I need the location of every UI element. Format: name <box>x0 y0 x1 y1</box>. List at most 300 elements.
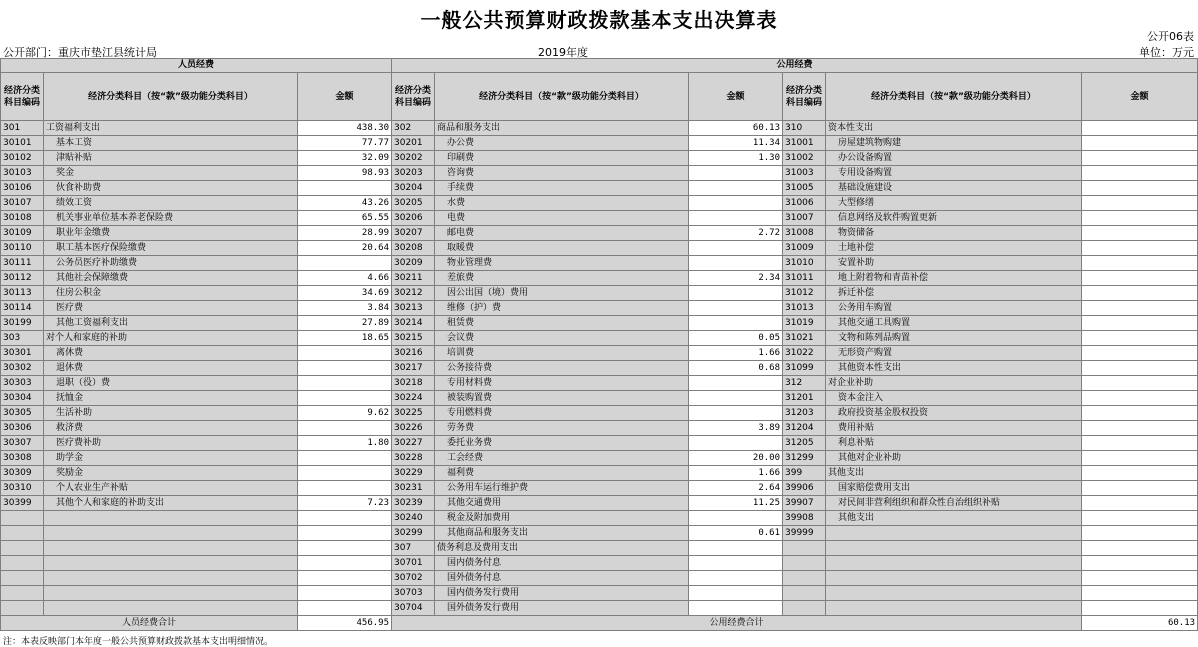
item-code <box>783 601 826 616</box>
public-total-value: 60.13 <box>1082 616 1198 631</box>
table-row <box>1 316 1198 331</box>
table-row <box>1 421 1198 436</box>
item-amount: 0.61 <box>689 526 783 541</box>
personnel-total-label: 人员经费合计 <box>1 616 298 631</box>
item-name: 印刷费 <box>435 151 689 166</box>
header-name: 经济分类科目（按“款”级功能分类科目） <box>826 73 1082 121</box>
item-code: 31003 <box>783 166 826 181</box>
item-code <box>1 511 44 526</box>
item-amount <box>1082 436 1198 451</box>
unit-label: 单位：万元 <box>1139 46 1194 59</box>
item-amount <box>1082 421 1198 436</box>
item-code: 30309 <box>1 466 44 481</box>
item-name <box>826 541 1082 556</box>
item-amount: 77.77 <box>298 136 392 151</box>
item-amount: 9.62 <box>298 406 392 421</box>
item-amount <box>298 526 392 541</box>
department-label: 公开部门：重庆市垫江县统计局 <box>3 46 157 59</box>
item-code: 30702 <box>392 571 435 586</box>
item-amount <box>689 256 783 271</box>
item-code: 30226 <box>392 421 435 436</box>
item-amount <box>298 511 392 526</box>
item-amount <box>689 556 783 571</box>
item-code <box>1 526 44 541</box>
item-amount: 20.64 <box>298 241 392 256</box>
item-name <box>826 601 1082 616</box>
item-name: 咨询费 <box>435 166 689 181</box>
item-code <box>1 571 44 586</box>
item-name: 差旅费 <box>435 271 689 286</box>
item-amount <box>1082 346 1198 361</box>
table-row <box>1 331 1198 346</box>
item-code: 30215 <box>392 331 435 346</box>
item-amount <box>1082 136 1198 151</box>
item-code <box>1 541 44 556</box>
item-name: 拆迁补偿 <box>826 286 1082 301</box>
item-amount <box>1082 286 1198 301</box>
item-amount <box>1082 151 1198 166</box>
item-code: 31201 <box>783 391 826 406</box>
item-code: 31099 <box>783 361 826 376</box>
item-amount: 0.05 <box>689 331 783 346</box>
table-row <box>1 391 1198 406</box>
item-amount <box>298 181 392 196</box>
item-code: 30216 <box>392 346 435 361</box>
personnel-total-value: 456.95 <box>298 616 392 631</box>
item-name: 对个人和家庭的补助 <box>44 331 298 346</box>
item-name: 公务用车购置 <box>826 301 1082 316</box>
item-name: 信息网络及软件购置更新 <box>826 211 1082 226</box>
item-code: 30209 <box>392 256 435 271</box>
item-code: 30239 <box>392 496 435 511</box>
item-name: 劳务费 <box>435 421 689 436</box>
item-code <box>1 586 44 601</box>
item-code <box>783 571 826 586</box>
item-amount: 34.69 <box>298 286 392 301</box>
item-name: 其他交通工具购置 <box>826 316 1082 331</box>
item-amount <box>1082 256 1198 271</box>
item-code: 30214 <box>392 316 435 331</box>
item-amount <box>1082 511 1198 526</box>
item-code: 30202 <box>392 151 435 166</box>
item-name: 国外债务发行费用 <box>435 601 689 616</box>
table-row <box>1 466 1198 481</box>
item-amount <box>1082 466 1198 481</box>
item-amount <box>298 466 392 481</box>
item-name: 文物和陈列品购置 <box>826 331 1082 346</box>
table-row <box>1 376 1198 391</box>
item-name: 基本工资 <box>44 136 298 151</box>
item-code: 30199 <box>1 316 44 331</box>
item-amount: 28.99 <box>298 226 392 241</box>
item-code: 30212 <box>392 286 435 301</box>
item-code: 30208 <box>392 241 435 256</box>
item-amount <box>298 556 392 571</box>
item-name: 其他资本性支出 <box>826 361 1082 376</box>
item-amount <box>1082 331 1198 346</box>
item-name: 租赁费 <box>435 316 689 331</box>
item-amount: 0.68 <box>689 361 783 376</box>
item-amount <box>1082 196 1198 211</box>
item-name: 物业管理费 <box>435 256 689 271</box>
item-amount: 11.25 <box>689 496 783 511</box>
item-amount: 1.80 <box>298 436 392 451</box>
item-code: 30111 <box>1 256 44 271</box>
item-code: 31008 <box>783 226 826 241</box>
item-name <box>826 526 1082 541</box>
item-amount <box>1082 571 1198 586</box>
item-amount: 4.66 <box>298 271 392 286</box>
table-row <box>1 121 1198 136</box>
item-name: 费用补贴 <box>826 421 1082 436</box>
item-amount <box>689 586 783 601</box>
item-code: 30301 <box>1 346 44 361</box>
item-code: 30299 <box>392 526 435 541</box>
item-amount <box>298 391 392 406</box>
item-name: 奖金 <box>44 166 298 181</box>
item-code: 30113 <box>1 286 44 301</box>
table-row <box>1 436 1198 451</box>
item-code: 301 <box>1 121 44 136</box>
table-row <box>1 451 1198 466</box>
item-code: 30303 <box>1 376 44 391</box>
item-code: 31002 <box>783 151 826 166</box>
header-amount: 金额 <box>689 73 783 121</box>
item-name: 医疗费 <box>44 301 298 316</box>
item-amount: 3.89 <box>689 421 783 436</box>
item-name <box>44 556 298 571</box>
item-code: 30112 <box>1 271 44 286</box>
item-amount <box>689 241 783 256</box>
item-name: 委托业务费 <box>435 436 689 451</box>
item-amount <box>298 256 392 271</box>
column-header-row <box>1 73 1198 121</box>
item-amount: 7.23 <box>298 496 392 511</box>
item-name: 其他商品和服务支出 <box>435 526 689 541</box>
item-code: 30310 <box>1 481 44 496</box>
item-code: 30227 <box>392 436 435 451</box>
item-amount <box>689 541 783 556</box>
item-name: 商品和服务支出 <box>435 121 689 136</box>
item-name: 国家赔偿费用支出 <box>826 481 1082 496</box>
table-row <box>1 286 1198 301</box>
item-name <box>44 586 298 601</box>
item-amount <box>689 211 783 226</box>
item-amount <box>1082 376 1198 391</box>
item-code: 39908 <box>783 511 826 526</box>
item-code: 30204 <box>392 181 435 196</box>
item-code: 30207 <box>392 226 435 241</box>
item-code: 303 <box>1 331 44 346</box>
item-code: 30110 <box>1 241 44 256</box>
item-code: 31299 <box>783 451 826 466</box>
item-name: 地上附着物和青苗补偿 <box>826 271 1082 286</box>
item-amount: 2.64 <box>689 481 783 496</box>
item-name: 住房公积金 <box>44 286 298 301</box>
item-name: 被装购置费 <box>435 391 689 406</box>
item-name: 国外债务付息 <box>435 571 689 586</box>
table-row <box>1 136 1198 151</box>
item-amount <box>1082 541 1198 556</box>
item-amount <box>298 586 392 601</box>
item-amount: 1.66 <box>689 346 783 361</box>
footnote: 注：本表反映部门本年度一般公共预算财政拨款基本支出明细情况。 <box>3 637 274 647</box>
item-code: 302 <box>392 121 435 136</box>
table-row <box>1 361 1198 376</box>
item-amount <box>1082 391 1198 406</box>
item-code: 30307 <box>1 436 44 451</box>
item-code <box>783 586 826 601</box>
item-amount <box>1082 166 1198 181</box>
item-name: 专用燃料费 <box>435 406 689 421</box>
item-name: 福利费 <box>435 466 689 481</box>
item-code: 30703 <box>392 586 435 601</box>
expenditure-table <box>0 58 1198 631</box>
item-code: 30305 <box>1 406 44 421</box>
item-amount <box>689 391 783 406</box>
item-code: 30217 <box>392 361 435 376</box>
table-row <box>1 256 1198 271</box>
item-amount <box>1082 481 1198 496</box>
item-code: 31011 <box>783 271 826 286</box>
item-code: 30201 <box>392 136 435 151</box>
item-code: 30704 <box>392 601 435 616</box>
item-code: 31010 <box>783 256 826 271</box>
item-amount <box>1082 601 1198 616</box>
item-name: 基础设施建设 <box>826 181 1082 196</box>
item-name: 助学金 <box>44 451 298 466</box>
item-name: 因公出国（境）费用 <box>435 286 689 301</box>
item-amount: 43.26 <box>298 196 392 211</box>
item-code: 30701 <box>392 556 435 571</box>
item-name: 专用设备购置 <box>826 166 1082 181</box>
item-name: 职业年金缴费 <box>44 226 298 241</box>
table-row <box>1 496 1198 511</box>
table-row <box>1 601 1198 616</box>
item-code: 31013 <box>783 301 826 316</box>
item-name: 对企业补助 <box>826 376 1082 391</box>
item-code: 31009 <box>783 241 826 256</box>
item-code <box>783 556 826 571</box>
item-name: 资本金注入 <box>826 391 1082 406</box>
item-code: 399 <box>783 466 826 481</box>
item-name: 津贴补贴 <box>44 151 298 166</box>
item-code: 31019 <box>783 316 826 331</box>
item-code: 312 <box>783 376 826 391</box>
item-name: 伙食补助费 <box>44 181 298 196</box>
item-amount <box>298 571 392 586</box>
table-row <box>1 406 1198 421</box>
item-name: 房屋建筑物购建 <box>826 136 1082 151</box>
item-name: 债务利息及费用支出 <box>435 541 689 556</box>
item-amount <box>1082 526 1198 541</box>
item-name: 其他对企业补助 <box>826 451 1082 466</box>
item-code: 30102 <box>1 151 44 166</box>
item-code: 30103 <box>1 166 44 181</box>
item-name: 工会经费 <box>435 451 689 466</box>
item-name: 公务用车运行维护费 <box>435 481 689 496</box>
item-name <box>44 541 298 556</box>
item-name: 维修（护）费 <box>435 301 689 316</box>
item-name: 职工基本医疗保险缴费 <box>44 241 298 256</box>
header-code: 经济分类科目编码 <box>783 73 826 121</box>
item-code: 30203 <box>392 166 435 181</box>
totals-row <box>1 616 1198 631</box>
item-name: 税金及附加费用 <box>435 511 689 526</box>
item-amount <box>298 376 392 391</box>
header-code: 经济分类科目编码 <box>392 73 435 121</box>
item-amount <box>689 316 783 331</box>
item-name: 安置补助 <box>826 256 1082 271</box>
item-name: 资本性支出 <box>826 121 1082 136</box>
table-row <box>1 166 1198 181</box>
item-code: 30240 <box>392 511 435 526</box>
item-amount <box>689 436 783 451</box>
item-name: 退职（役）费 <box>44 376 298 391</box>
item-amount: 2.72 <box>689 226 783 241</box>
table-row <box>1 586 1198 601</box>
table-row <box>1 301 1198 316</box>
item-name: 奖励金 <box>44 466 298 481</box>
item-code <box>1 601 44 616</box>
item-name: 利息补贴 <box>826 436 1082 451</box>
item-name: 取暖费 <box>435 241 689 256</box>
fiscal-year: 2019年度 <box>538 46 588 59</box>
item-name <box>44 601 298 616</box>
item-amount <box>1082 316 1198 331</box>
item-code: 30107 <box>1 196 44 211</box>
item-name: 培训费 <box>435 346 689 361</box>
item-code: 30206 <box>392 211 435 226</box>
item-amount <box>1082 271 1198 286</box>
item-name: 邮电费 <box>435 226 689 241</box>
table-row <box>1 226 1198 241</box>
form-number: 公开06表 <box>1147 30 1194 43</box>
item-name: 对民间非营利组织和群众性自治组织补贴 <box>826 496 1082 511</box>
table-row <box>1 571 1198 586</box>
item-amount <box>1082 361 1198 376</box>
section-personnel: 人员经费 <box>1 59 392 73</box>
item-code: 30109 <box>1 226 44 241</box>
item-code: 39906 <box>783 481 826 496</box>
item-code: 30306 <box>1 421 44 436</box>
item-code: 310 <box>783 121 826 136</box>
item-code: 30229 <box>392 466 435 481</box>
item-name: 退休费 <box>44 361 298 376</box>
item-code: 30211 <box>392 271 435 286</box>
item-code: 30304 <box>1 391 44 406</box>
item-name: 公务员医疗补助缴费 <box>44 256 298 271</box>
item-amount: 98.93 <box>298 166 392 181</box>
table-row <box>1 241 1198 256</box>
item-code: 30302 <box>1 361 44 376</box>
section-public: 公用经费 <box>392 59 1198 73</box>
item-amount <box>689 166 783 181</box>
item-name: 水费 <box>435 196 689 211</box>
item-name: 大型修缮 <box>826 196 1082 211</box>
item-code: 30205 <box>392 196 435 211</box>
item-code: 31007 <box>783 211 826 226</box>
item-amount <box>1082 211 1198 226</box>
item-amount: 32.09 <box>298 151 392 166</box>
item-code: 31006 <box>783 196 826 211</box>
item-amount: 3.84 <box>298 301 392 316</box>
item-code: 30213 <box>392 301 435 316</box>
item-amount <box>298 601 392 616</box>
item-amount <box>689 406 783 421</box>
table-row <box>1 181 1198 196</box>
item-name: 工资福利支出 <box>44 121 298 136</box>
item-amount <box>298 361 392 376</box>
item-name: 机关事业单位基本养老保险费 <box>44 211 298 226</box>
report-meta <box>0 44 1198 58</box>
item-amount <box>1082 181 1198 196</box>
item-name: 其他支出 <box>826 466 1082 481</box>
item-code: 30218 <box>392 376 435 391</box>
item-code: 30225 <box>392 406 435 421</box>
item-code <box>783 541 826 556</box>
item-name: 办公设备购置 <box>826 151 1082 166</box>
item-name <box>826 556 1082 571</box>
item-amount <box>298 421 392 436</box>
item-amount: 1.66 <box>689 466 783 481</box>
section-header-row <box>1 59 1198 73</box>
item-code: 31204 <box>783 421 826 436</box>
item-amount: 1.30 <box>689 151 783 166</box>
item-code: 30108 <box>1 211 44 226</box>
item-amount <box>689 286 783 301</box>
item-name: 物资储备 <box>826 226 1082 241</box>
item-amount <box>1082 406 1198 421</box>
item-amount <box>1082 586 1198 601</box>
item-name <box>44 526 298 541</box>
item-name: 其他支出 <box>826 511 1082 526</box>
item-code: 30224 <box>392 391 435 406</box>
item-name <box>44 571 298 586</box>
item-amount <box>298 451 392 466</box>
item-name: 公务接待费 <box>435 361 689 376</box>
table-row <box>1 271 1198 286</box>
table-row <box>1 346 1198 361</box>
table-row <box>1 481 1198 496</box>
item-code: 31205 <box>783 436 826 451</box>
header-amount: 金额 <box>298 73 392 121</box>
item-code: 31203 <box>783 406 826 421</box>
item-code: 30114 <box>1 301 44 316</box>
item-code: 30106 <box>1 181 44 196</box>
item-code: 31005 <box>783 181 826 196</box>
item-amount <box>1082 121 1198 136</box>
item-amount <box>689 181 783 196</box>
item-name: 电费 <box>435 211 689 226</box>
item-name: 办公费 <box>435 136 689 151</box>
item-code: 31001 <box>783 136 826 151</box>
report-title: 一般公共预算财政拨款基本支出决算表 <box>420 8 778 32</box>
item-code: 30231 <box>392 481 435 496</box>
header-amount: 金额 <box>1082 73 1198 121</box>
header-name: 经济分类科目（按“款”级功能分类科目） <box>435 73 689 121</box>
item-name: 土地补偿 <box>826 241 1082 256</box>
header-name: 经济分类科目（按“款”级功能分类科目） <box>44 73 298 121</box>
item-amount <box>689 601 783 616</box>
item-name <box>826 571 1082 586</box>
item-amount <box>1082 556 1198 571</box>
item-name: 政府投资基金股权投资 <box>826 406 1082 421</box>
item-amount <box>1082 496 1198 511</box>
item-amount: 11.34 <box>689 136 783 151</box>
item-name: 国内债务发行费用 <box>435 586 689 601</box>
item-amount <box>689 571 783 586</box>
